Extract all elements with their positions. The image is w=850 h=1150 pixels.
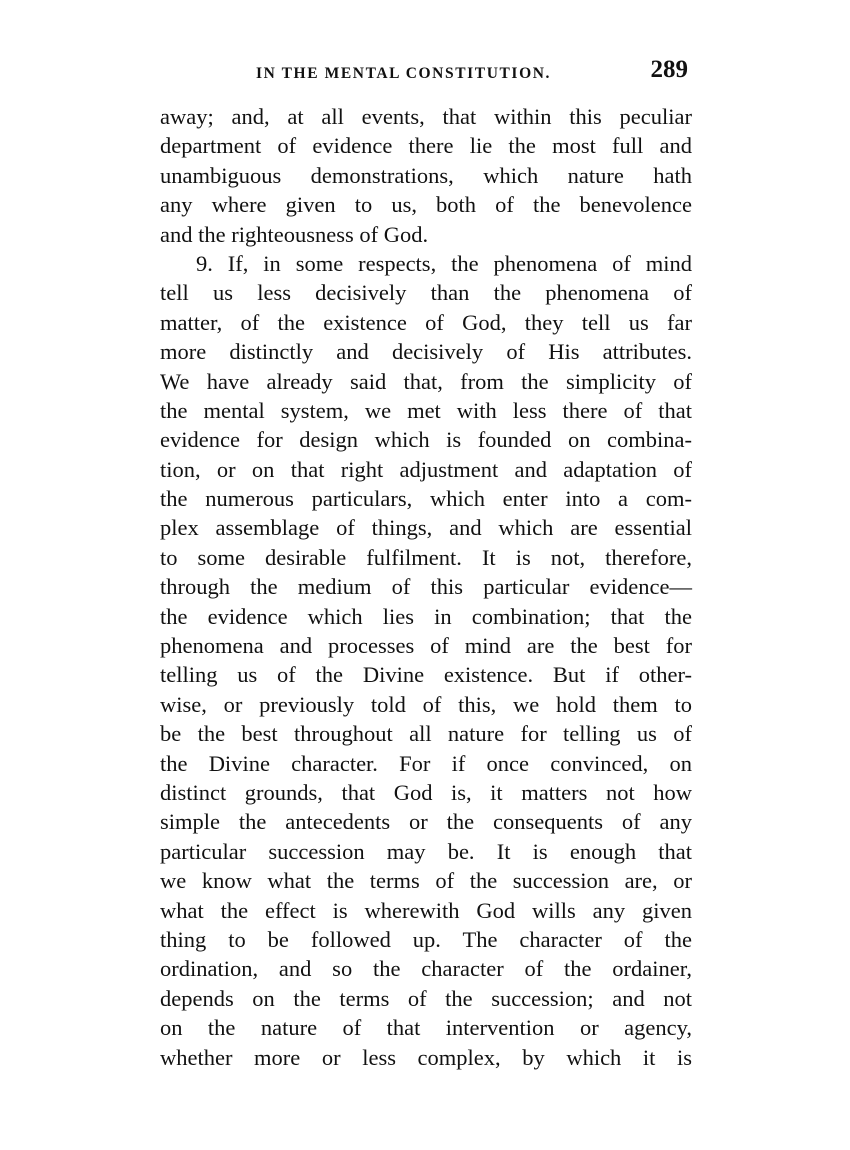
text-line: telling us of the Divine existence. But if other-	[160, 662, 692, 688]
text-line: the numerous particulars, which enter into a com-	[160, 486, 692, 512]
paragraph-start-line: 9. If, in some respects, the phenomena of mind	[196, 250, 692, 276]
text-line: be the best throughout all nature for telling us of	[160, 721, 692, 747]
text-line: the evidence which lies in combination; that the	[160, 603, 692, 629]
text-line: more distinctly and decisively of His attributes.	[160, 339, 692, 365]
text-line: what the effect is wherewith God wills any given	[160, 897, 692, 923]
text-line: to some desirable fulfilment. It is not, therefore,	[160, 544, 692, 570]
text-line: and the righteousness of God.	[160, 221, 429, 247]
page-number: 289	[650, 56, 688, 83]
text-line: distinct grounds, that God is, it matters not how	[160, 779, 692, 805]
text-line: ordination, and so the character of the ordainer,	[160, 956, 692, 982]
text-line: tell us less decisively than the phenomena of	[160, 280, 692, 306]
text-line: away; and, at all events, that within this peculiar	[160, 104, 692, 129]
text-line: wise, or previously told of this, we hold them to	[160, 691, 692, 717]
text-line: matter, of the existence of God, they tell us far	[160, 309, 692, 335]
text-line: through the medium of this particular evidence—	[160, 574, 692, 600]
text-line: thing to be followed up. The character of the	[160, 926, 692, 952]
text-line: evidence for design which is founded on combina-	[160, 427, 692, 453]
text-line: phenomena and processes of mind are the best for	[160, 633, 692, 659]
text-line: the Divine character. For if once convinced, on	[160, 750, 692, 776]
text-line: plex assemblage of things, and which are essential	[160, 515, 692, 541]
running-title: IN THE MENTAL CONSTITUTION.	[256, 65, 551, 82]
text-line: whether more or less complex, by which it is	[160, 1044, 692, 1070]
body-text	[160, 102, 692, 1072]
text-line: on the nature of that intervention or agency,	[160, 1015, 692, 1041]
text-line: the mental system, we met with less there of that	[160, 397, 692, 423]
running-head	[160, 56, 692, 92]
text-line: We have already said that, from the simplicity of	[160, 368, 692, 394]
text-line: depends on the terms of the succession; and not	[160, 985, 692, 1011]
text-line: unambiguous demonstrations, which nature hath	[160, 162, 692, 188]
text-line: particular succession may be. It is enough that	[160, 838, 692, 864]
text-line: any where given to us, both of the benevolence	[160, 192, 692, 218]
text-line: tion, or on that right adjustment and adaptation of	[160, 456, 692, 482]
text-line: simple the antecedents or the consequents of any	[160, 809, 692, 835]
text-line: we know what the terms of the succession are, or	[160, 868, 692, 894]
text-line: department of evidence there lie the most full and	[160, 133, 692, 159]
